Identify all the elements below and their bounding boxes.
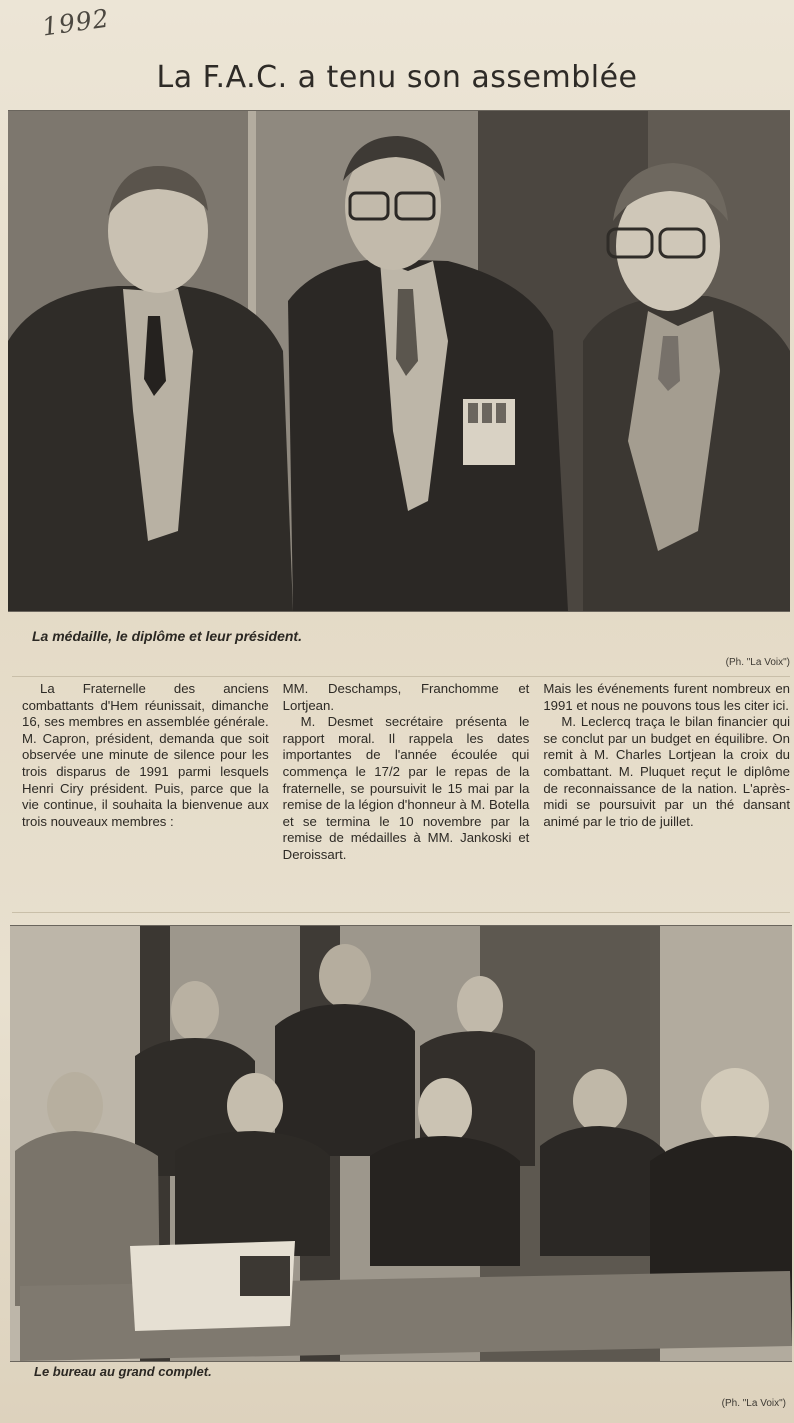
headline: La F.A.C. a tenu son assemblée	[156, 60, 638, 96]
photo-three-men	[8, 110, 790, 612]
photo-caption-bottom: Le bureau au grand complet.	[34, 1364, 212, 1379]
photo-caption-top: La médaille, le diplôme et leur président.	[32, 628, 302, 644]
photo-credit-top: (Ph. "La Voix")	[725, 657, 790, 668]
divider	[12, 676, 790, 677]
article-column-1	[22, 681, 269, 896]
article-column-3	[543, 681, 790, 896]
paragraph: La Fraternelle des anciens combattants d'Hem réunissait, dimanche 16, ses membres en assemblée générale. M. Capron, président, demanda que soit observée une minute de silence pour les trois disparus de 1991 parmi lesquels Henri Ciry président. Puis, parce que la vie continue, il souhaita la bienvenue aux trois nouveaux membres :	[22, 681, 269, 829]
photo-credit-bottom: (Ph. "La Voix")	[721, 1398, 786, 1409]
photo-board-members	[10, 925, 792, 1362]
paragraph: MM. Deschamps, Franchomme et Lortjean.	[282, 681, 530, 713]
handwritten-year: 1992	[40, 3, 112, 42]
divider	[12, 912, 790, 913]
article-column-2	[283, 681, 530, 896]
paragraph: M. Leclercq traça le bilan financier qui se conclut par un budget en équilibre. On remit à M. Charles Lortjean la croix du combattant. M. Pluquet reçut le diplôme de reconnaissance de la nation. L'après-midi se poursuivit par un thé dansant animé par le trio de juillet.	[543, 714, 791, 829]
article-body	[22, 681, 790, 896]
paragraph: Mais les événements furent nombreux en 1991 et nous ne pouvons tous les citer ici.	[543, 681, 791, 713]
paragraph: M. Desmet secrétaire présenta le rapport moral. Il rappela les dates importantes de l'année écoulée qui commença le 17/2 par le repas de la fraternelle, se poursuivit le 15 mai par la remise de la légion d'honneur à M. Botella et se termina le 10 novembre par la remise de médailles à MM. Jankoski et Deroissart.	[282, 714, 530, 862]
